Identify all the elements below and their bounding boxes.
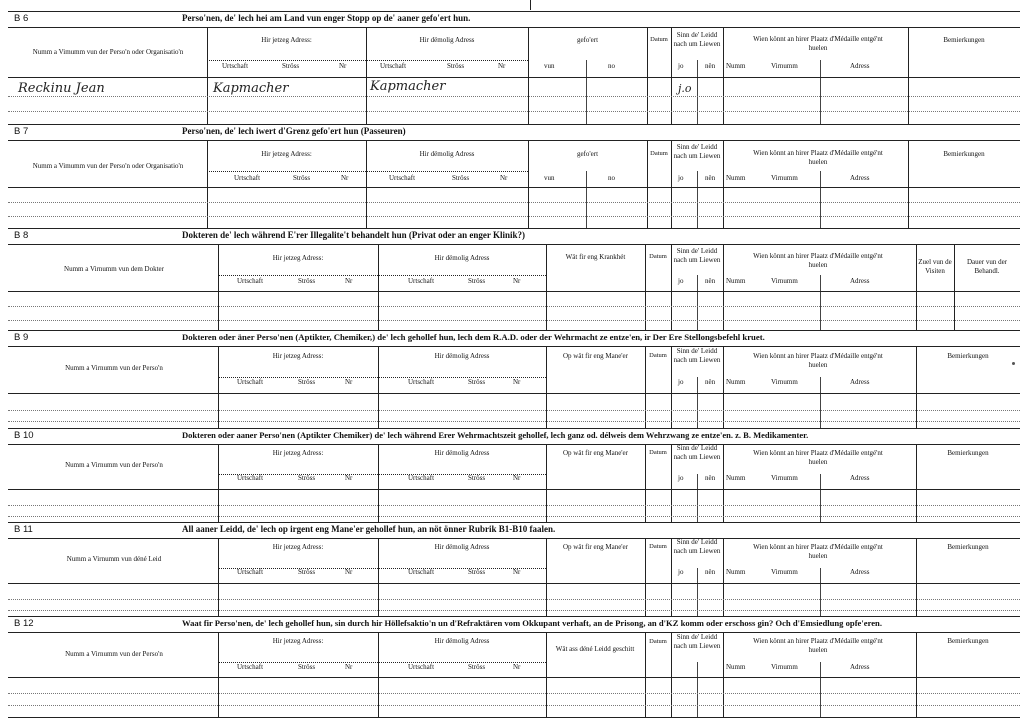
- alive-header: Sinn de' Leidd nach um Liewen: [673, 444, 721, 461]
- recv-name-header: Numm: [726, 663, 746, 671]
- section-code: B 6: [14, 13, 29, 24]
- transported-header: gefo'ert: [576, 36, 599, 44]
- yes-header: jo: [678, 568, 684, 576]
- street-header: Ströss: [298, 378, 316, 386]
- manner-header: Op wät fir eng Mane'er: [562, 352, 628, 360]
- number-header: Nr: [345, 277, 353, 285]
- form-sheet: [8, 0, 1020, 724]
- section-b12: [8, 616, 1020, 718]
- number-header: Nr: [341, 174, 349, 182]
- from-header: vun: [544, 174, 555, 182]
- date-header: Datum: [649, 543, 667, 550]
- alive-header: Sinn de' Leidd nach um Liewen: [673, 633, 721, 650]
- section-title: All aaner Leidd, de' lech op irgent eng Mane'er gehollef hun, an nöt önner Rubrik B1-B10 faalen.: [182, 524, 556, 534]
- section-b7: [8, 124, 1020, 229]
- medal-header: Wien könnt an hirer Plaatz d'Médaille entgé'nt huelen: [753, 35, 883, 52]
- remarks-header: Bemierkungen: [947, 449, 989, 457]
- no-header: nën: [705, 378, 716, 386]
- street-header: Ströss: [447, 62, 465, 70]
- medal-header: Wien könnt an hirer Plaatz d'Médaille entgé'nt huelen: [753, 449, 883, 466]
- current-address-header: Hir jetzeg Adress:: [261, 150, 312, 158]
- locality-header: Urtschaft: [408, 277, 435, 285]
- name-column-header: Numm a Virnumm vun dem Dokter: [64, 265, 164, 273]
- street-header: Ströss: [468, 474, 486, 482]
- locality-header: Urtschaft: [408, 568, 435, 576]
- remarks-header: Bemierkungen: [947, 352, 989, 360]
- number-header: Nr: [345, 378, 353, 386]
- recv-firstname-header: Virnumm: [771, 277, 798, 285]
- section-b11: [8, 522, 1020, 617]
- former-address-header: Hir dëmolig Adress: [434, 543, 490, 551]
- recv-firstname-header: Virnumm: [771, 174, 798, 182]
- no-header: nën: [705, 62, 716, 70]
- remarks-header: Bemierkungen: [943, 36, 985, 44]
- remarks-header: Bemierkungen: [947, 637, 989, 645]
- handwritten-alive-yes: j.o: [678, 82, 692, 95]
- number-header: Nr: [513, 663, 521, 671]
- number-header: Nr: [500, 174, 508, 182]
- section-b6: [8, 11, 1020, 125]
- number-header: Nr: [345, 568, 353, 576]
- street-header: Ströss: [293, 174, 311, 182]
- section-title: Dokteren oder aaner Perso'nen (Aptikter Chemiker) de' lech während Erer Wehrmachtszeit gehollef, lech ganz od. délweis dem Wehrzwang ze entze'en. z. B. Medikamenter.: [182, 430, 809, 440]
- recv-address-header: Adress: [850, 174, 870, 182]
- name-column-header: Numm a Vimumm vun der Perso'n oder Organisatio'n: [32, 162, 184, 170]
- medal-header: Wien könnt an hirer Plaatz d'Médaille entgé'nt huelen: [753, 352, 883, 369]
- visits-header: Zuel vun de Visiten: [918, 258, 952, 275]
- no-header: nën: [705, 474, 716, 482]
- former-address-header: Hir dëmolig Adress: [434, 637, 490, 645]
- illness-header: Wät fir eng Krankhét: [565, 253, 626, 261]
- to-header: no: [608, 62, 615, 70]
- date-header: Datum: [650, 150, 668, 157]
- recv-firstname-header: Virnumm: [771, 568, 798, 576]
- section-code: B 7: [14, 126, 29, 137]
- street-header: Ströss: [452, 174, 470, 182]
- name-column-header: Numm a Virnumm vun der Perso'n: [65, 650, 163, 658]
- section-code: B 12: [14, 618, 34, 629]
- name-column-header: Numm a Virnumm vun déné Leid: [66, 555, 162, 563]
- number-header: Nr: [498, 62, 506, 70]
- street-header: Ströss: [468, 663, 486, 671]
- current-address-header: Hir jetzeg Adress:: [272, 543, 324, 551]
- handwritten-former-locality: Kapmacher: [370, 79, 446, 94]
- street-header: Ströss: [298, 474, 316, 482]
- recv-name-header: Numm: [726, 174, 746, 182]
- number-header: Nr: [513, 568, 521, 576]
- section-b10: [8, 428, 1020, 523]
- number-header: Nr: [345, 474, 353, 482]
- current-address-header: Hir jetzeg Adress:: [261, 36, 312, 44]
- former-address-header: Hir dëmolig Adress: [419, 150, 475, 158]
- street-header: Ströss: [282, 62, 300, 70]
- locality-header: Urtschaft: [234, 174, 261, 182]
- to-header: no: [608, 174, 615, 182]
- recv-firstname-header: Virnumm: [771, 378, 798, 386]
- yes-header: jo: [678, 174, 684, 182]
- date-header: Datum: [649, 449, 667, 456]
- street-header: Ströss: [468, 277, 486, 285]
- locality-header: Urtschaft: [408, 663, 435, 671]
- recv-name-header: Numm: [726, 568, 746, 576]
- alive-header: Sinn de' Leidd nach um Liewen: [673, 247, 721, 264]
- alive-header: Sinn de' Leidd nach um Liewen: [673, 143, 721, 160]
- date-header: Datum: [650, 36, 668, 43]
- recv-address-header: Adress: [850, 378, 870, 386]
- locality-header: Urtschaft: [237, 474, 264, 482]
- section-code: B 9: [14, 332, 29, 343]
- name-column-header: Numm a Virnumm vun der Perso'n: [65, 461, 163, 469]
- locality-header: Urtschaft: [237, 663, 264, 671]
- punch-mark: [1012, 362, 1015, 365]
- recv-address-header: Adress: [850, 568, 870, 576]
- street-header: Ströss: [298, 277, 316, 285]
- recv-name-header: Numm: [726, 378, 746, 386]
- section-title: Dokteren de' lech während E'rer Illegalite't behandelt hun (Privat oder an enger Klinik?): [182, 230, 526, 240]
- recv-address-header: Adress: [850, 62, 870, 70]
- medal-header: Wien könnt an hirer Plaatz d'Médaille entgé'nt huelen: [753, 252, 883, 269]
- recv-address-header: Adress: [850, 663, 870, 671]
- number-header: Nr: [513, 474, 521, 482]
- yes-header: jo: [678, 277, 684, 285]
- fold-mark: [530, 0, 531, 10]
- street-header: Ströss: [468, 568, 486, 576]
- number-header: Nr: [513, 378, 521, 386]
- number-header: Nr: [513, 277, 521, 285]
- date-header: Datum: [649, 253, 667, 260]
- medal-header: Wien könnt an hirer Plaatz d'Médaille entgé'nt huelen: [753, 149, 883, 166]
- medal-header: Wien könnt an hirer Plaatz d'Médaille entgé'nt huelen: [753, 543, 883, 560]
- section-title: Perso'nen, de' lech iwert d'Grenz gefo'ert hun (Passeuren): [182, 126, 406, 136]
- locality-header: Urtschaft: [222, 62, 249, 70]
- recv-name-header: Numm: [726, 62, 746, 70]
- name-column-header: Numm a Virnumm vun der Perso'n: [65, 364, 163, 372]
- date-header: Datum: [649, 638, 667, 645]
- recv-firstname-header: Virnumm: [771, 663, 798, 671]
- current-address-header: Hir jetzeg Adress:: [272, 637, 324, 645]
- yes-header: jo: [678, 378, 684, 386]
- alive-header: Sinn de' Leidd nach um Liewen: [673, 538, 721, 555]
- recv-address-header: Adress: [850, 277, 870, 285]
- manner-header: Op wät fir eng Mane'er: [562, 449, 628, 457]
- section-title: Perso'nen, de' lech hei am Land vun enger Stopp op de' aaner gefo'ert hun.: [182, 13, 471, 23]
- handwritten-name: Reckinu Jean: [18, 81, 105, 96]
- recv-firstname-header: Virnumm: [771, 474, 798, 482]
- number-header: Nr: [345, 663, 353, 671]
- name-column-header: Numm a Vimumm vun der Perso'n oder Organisatio'n: [32, 48, 184, 56]
- former-address-header: Hir dëmolig Adress: [434, 449, 490, 457]
- remarks-header: Bemierkungen: [943, 150, 985, 158]
- locality-header: Urtschaft: [237, 378, 264, 386]
- date-header: Datum: [649, 352, 667, 359]
- remarks-header: Bemierkungen: [947, 543, 989, 551]
- alive-header: Sinn de' Leidd nach um Liewen: [673, 347, 721, 364]
- handwritten-current-locality: Kapmacher: [213, 81, 289, 96]
- locality-header: Urtschaft: [408, 378, 435, 386]
- yes-header: jo: [678, 62, 684, 70]
- street-header: Ströss: [298, 663, 316, 671]
- section-code: B 8: [14, 230, 29, 241]
- section-b8: [8, 228, 1020, 331]
- no-header: nën: [705, 277, 716, 285]
- current-address-header: Hir jetzeg Adress:: [272, 449, 324, 457]
- recv-name-header: Numm: [726, 474, 746, 482]
- recv-name-header: Numm: [726, 277, 746, 285]
- current-address-header: Hir jetzeg Adress:: [272, 352, 324, 360]
- duration-header: Dauer vun der Behandl.: [966, 258, 1008, 275]
- locality-header: Urtschaft: [237, 277, 264, 285]
- yes-header: jo: [678, 474, 684, 482]
- section-code: B 10: [14, 430, 34, 441]
- section-title: Dokteren oder äner Perso'nen (Aptikter, Chemiker,) de' lech gehollef hun, lech dem R.A.D. oder der Wehrmacht ze entze'en, ir Der Ere Stellongsbefehl kruet.: [182, 332, 765, 342]
- section-title: Waat fir Perso'nen, de' lech gehollef hun, sin durch hir Höllefsaktio'n un d'Refraktären vom Okkupant verhaft, an de Prisong, an d'KZ komm oder erschoss gin? Och d'Emsiedlung opfe'eren.: [182, 618, 882, 628]
- recv-firstname-header: Virnumm: [771, 62, 798, 70]
- alive-header: Sinn de' Leidd nach um Liewen: [673, 31, 721, 48]
- recv-address-header: Adress: [850, 474, 870, 482]
- locality-header: Urtschaft: [237, 568, 264, 576]
- former-address-header: Hir dëmolig Adress: [434, 352, 490, 360]
- no-header: nën: [705, 568, 716, 576]
- current-address-header: Hir jetzeg Adress:: [272, 254, 324, 262]
- manner-header: Op wät fir eng Mane'er: [562, 543, 628, 551]
- former-address-header: Hir dëmolig Adress: [419, 36, 475, 44]
- street-header: Ströss: [298, 568, 316, 576]
- former-address-header: Hir dëmolig Adress: [434, 254, 490, 262]
- fate-header: Wät ass déné Leidd geschitt: [555, 645, 635, 653]
- section-code: B 11: [14, 524, 33, 535]
- transported-header: gefo'ert: [576, 150, 599, 158]
- locality-header: Urtschaft: [380, 62, 407, 70]
- medal-header: Wien könnt an hirer Plaatz d'Médaille entgé'nt huelen: [753, 637, 883, 654]
- section-b9: [8, 330, 1020, 429]
- number-header: Nr: [339, 62, 347, 70]
- locality-header: Urtschaft: [408, 474, 435, 482]
- locality-header: Urtschaft: [389, 174, 416, 182]
- from-header: vun: [544, 62, 555, 70]
- street-header: Ströss: [468, 378, 486, 386]
- no-header: nën: [705, 174, 716, 182]
